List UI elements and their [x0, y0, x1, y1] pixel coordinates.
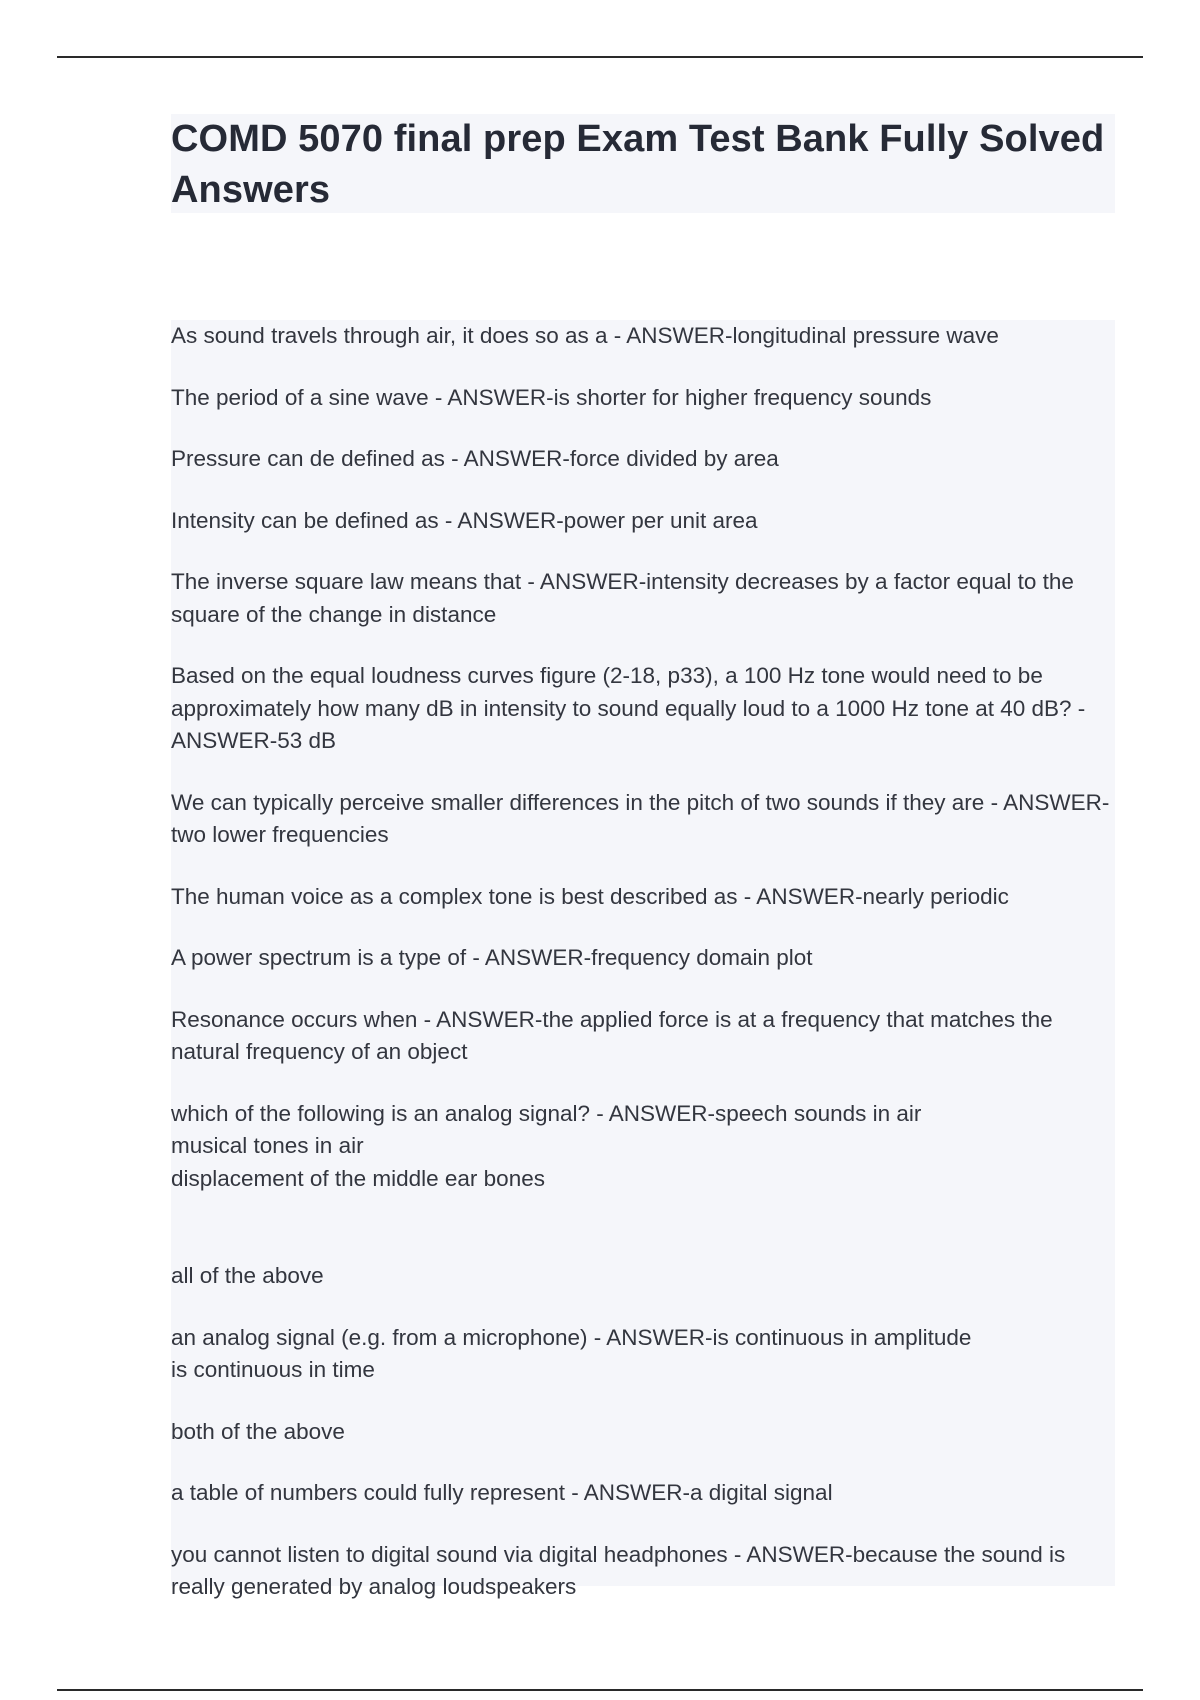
qa-item: which of the following is an analog signal? - ANSWER-speech sounds in air musical tones in air displacement of the middle ear bones all of the above: [171, 1100, 922, 1288]
footer-rule: [57, 1689, 1143, 1691]
qa-item: The period of a sine wave - ANSWER-is shorter for higher frequency sounds: [171, 384, 932, 410]
page-title: COMD 5070 final prep Exam Test Bank Fully Solved Answers: [171, 118, 1105, 211]
qa-item: both of the above: [171, 1418, 345, 1444]
qa-item: A power spectrum is a type of - ANSWER-frequency domain plot: [171, 945, 813, 970]
qa-item: an analog signal (e.g. from a microphone) - ANSWER-is continuous in amplitude is continuous in time: [171, 1324, 972, 1382]
question-answer-block: [171, 320, 1115, 1599]
qa-item: The human voice as a complex tone is best described as - ANSWER-nearly periodic: [171, 883, 1009, 909]
qa-item: Resonance occurs when - ANSWER-the applied force is at a frequency that matches the natural frequency of an object: [171, 1006, 1053, 1064]
qa-item: Intensity can be defined as - ANSWER-power per unit area: [171, 507, 758, 533]
qa-item: As sound travels through air, it does so as a - ANSWER-longitudinal pressure wave: [171, 323, 999, 348]
qa-item: a table of numbers could fully represent - ANSWER-a digital signal: [171, 1480, 833, 1505]
qa-item: Pressure can de defined as - ANSWER-force divided by area: [171, 446, 779, 471]
qa-item: We can typically perceive smaller differences in the pitch of two sounds if they are - ANSWER-two lower frequencies: [171, 789, 1110, 847]
qa-item: The inverse square law means that - ANSWER-intensity decreases by a factor equal to the square of the change in distance: [171, 569, 1074, 627]
title-block: [171, 114, 1115, 213]
header-rule: [57, 56, 1143, 58]
qa-item: Based on the equal loudness curves figure (2-18, p33), a 100 Hz tone would need to be approximately how many dB in intensity to sound equally loud to a 1000 Hz tone at 40 dB? - ANSWER-53 dB: [171, 663, 1086, 753]
qa-list: [171, 320, 1115, 1604]
qa-item: you cannot listen to digital sound via digital headphones - ANSWER-because the sound is really generated by analog loudspeakers: [171, 1541, 1066, 1599]
